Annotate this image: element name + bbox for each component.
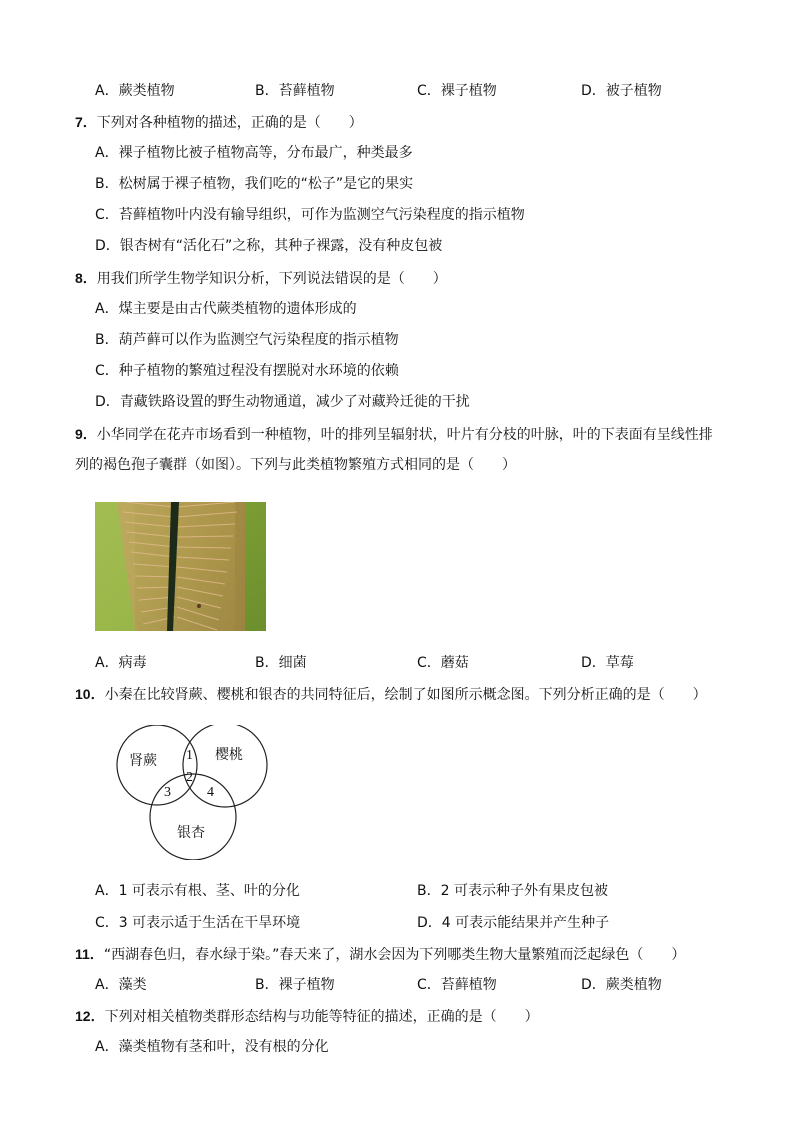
q11-option-d[interactable]: D．蕨类植物	[581, 977, 662, 993]
q9-stem-line-2: 列的褐色孢子囊群（如图）。下列与此类植物繁殖方式相同的是（ ）	[75, 457, 516, 473]
q12-number: 12．	[75, 1008, 105, 1024]
q8-option-c[interactable]: C．种子植物的繁殖过程没有摆脱对水环境的依赖	[95, 363, 399, 379]
q6-option-a[interactable]: A．蕨类植物	[95, 83, 175, 99]
q6-option-c[interactable]: C．裸子植物	[417, 83, 497, 99]
fern-leaf-photo	[95, 502, 266, 631]
q9-number: 9．	[75, 426, 97, 442]
q8-option-d[interactable]: D．青藏铁路设置的野生动物通道，减少了对藏羚迁徙的干扰	[95, 394, 470, 410]
q11-option-a[interactable]: A．藻类	[95, 977, 147, 993]
venn-region-2: 2	[186, 770, 193, 785]
q12-stem-line	[75, 1006, 539, 1027]
q7-stem: 下列对各种植物的描述，正确的是（ ）	[96, 115, 363, 131]
q10-number: 10．	[75, 686, 105, 702]
q8-stem: 用我们所学生物学知识分析，下列说法错误的是（ ）	[96, 271, 447, 287]
q11-number: 11．	[75, 946, 104, 962]
q11-stem: “西湖春色归，春水绿于染。”春天来了，湖水会因为下列哪类生物大量繁殖而泛起绿色（ ）	[103, 947, 686, 963]
q12-option-a[interactable]: A．藻类植物有茎和叶，没有根的分化	[95, 1039, 329, 1055]
q9-options-row	[95, 653, 695, 673]
q7-option-c[interactable]: C．苔藓植物叶内没有输导组织，可作为监测空气污染程度的指示植物	[95, 207, 525, 223]
venn-circle-yingtao	[183, 725, 267, 807]
q9-option-d[interactable]: D．草莓	[581, 655, 634, 671]
q7-option-d[interactable]: D．银杏树有“活化石”之称，其种子裸露，没有种皮包被	[95, 238, 443, 254]
q8-option-b[interactable]: B．葫芦藓可以作为监测空气污染程度的指示植物	[95, 332, 399, 348]
q11-options-row	[95, 975, 695, 995]
q6-option-d[interactable]: D．被子植物	[581, 83, 662, 99]
q10-option-b[interactable]: B．2 可表示种子外有果皮包被	[417, 883, 608, 899]
q7-stem-line	[75, 112, 363, 133]
q8-stem-line	[75, 268, 447, 289]
q8-number: 8．	[75, 270, 97, 286]
q8-option-a[interactable]: A．煤主要是由古代蕨类植物的遗体形成的	[95, 301, 357, 317]
venn-label-yinxing: 银杏	[177, 825, 205, 841]
q11-option-c[interactable]: C．苔藓植物	[417, 977, 497, 993]
q10-option-c[interactable]: C．3 可表示适于生活在干旱环境	[95, 915, 301, 931]
q7-option-a[interactable]: A．裸子植物比被子植物高等，分布最广，种类最多	[95, 145, 413, 161]
venn-label-shenjue: 肾蕨	[129, 753, 157, 769]
venn-circle-yinxing	[150, 774, 236, 860]
q7-number: 7．	[75, 114, 97, 130]
venn-region-4: 4	[207, 785, 214, 800]
venn-label-yingtao: 樱桃	[215, 747, 243, 763]
q11-option-b[interactable]: B．裸子植物	[255, 977, 335, 993]
venn-diagram	[105, 725, 275, 860]
q10-stem-line	[75, 684, 707, 705]
q6-options-row	[95, 81, 695, 101]
q6-option-b[interactable]: B．苔藓植物	[255, 83, 335, 99]
q12-stem: 下列对相关植物类群形态结构与功能等特征的描述，正确的是（ ）	[104, 1009, 539, 1025]
q9-option-a[interactable]: A．病毒	[95, 655, 147, 671]
q9-option-b[interactable]: B．细菌	[255, 655, 307, 671]
q10-option-a[interactable]: A．1 可表示有根、茎、叶的分化	[95, 883, 300, 899]
q9-stem-line-1	[75, 424, 713, 445]
q11-stem-line	[75, 944, 685, 965]
q10-options-row-1	[95, 881, 695, 901]
q10-options-row-2	[95, 913, 695, 933]
q10-stem: 小秦在比较肾蕨、樱桃和银杏的共同特征后，绘制了如图所示概念图。下列分析正确的是（ ）	[104, 687, 707, 703]
venn-region-3: 3	[164, 785, 171, 800]
q10-option-d[interactable]: D．4 可表示能结果并产生种子	[417, 915, 610, 931]
q9-stem-part1: 小华同学在花卉市场看到一种植物，叶的排列呈辐射状，叶片有分枝的叶脉，叶的下表面有呈线性排	[96, 427, 713, 443]
venn-region-1: 1	[186, 748, 193, 763]
q9-option-c[interactable]: C．蘑菇	[417, 655, 469, 671]
q7-option-b[interactable]: B．松树属于裸子植物，我们吃的“松子”是它的果实	[95, 176, 414, 192]
